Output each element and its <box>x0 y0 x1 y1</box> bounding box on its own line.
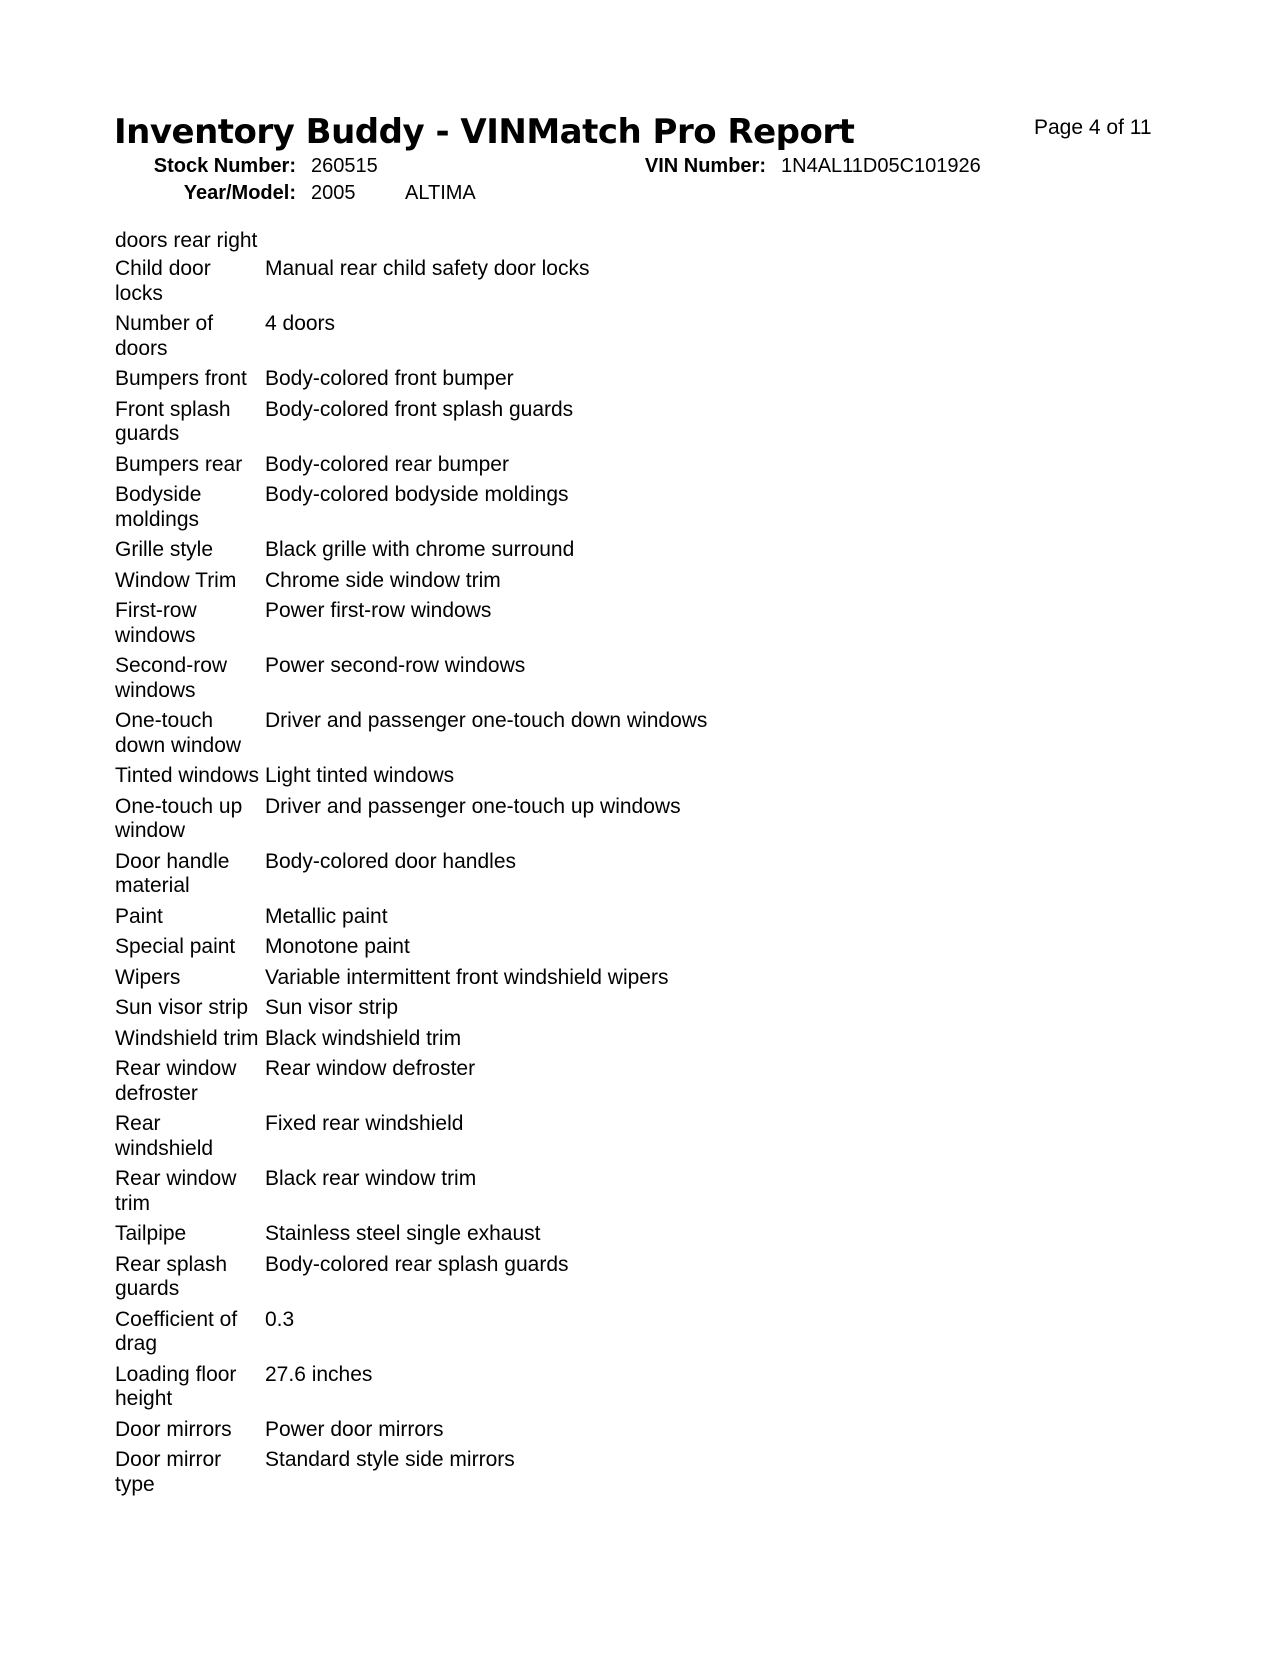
spec-value: Sun visor strip <box>265 996 399 1019</box>
spec-value: Body-colored rear bumper <box>265 452 509 476</box>
spec-label: Sun visor strip <box>115 996 249 1019</box>
spec-value: Metallic paint <box>265 904 388 928</box>
year-model-label: Year/Model: <box>183 182 296 204</box>
spec-value: Rear window defroster <box>265 1057 476 1080</box>
spec-row <box>115 1222 1015 1247</box>
spec-value: Light tinted windows <box>265 764 455 787</box>
spec-row <box>115 1418 1015 1443</box>
spec-label: Child door locks <box>115 257 211 305</box>
spec-row <box>115 966 1015 991</box>
spec-row <box>115 1363 1015 1412</box>
spec-row <box>115 483 1015 532</box>
spec-row <box>115 996 1015 1021</box>
spec-row <box>115 935 1015 960</box>
spec-label: Tinted windows <box>115 764 259 787</box>
page-number: Page 4 of 11 <box>1034 116 1152 139</box>
spec-label: First-row windows <box>115 599 197 647</box>
spec-value: Stainless steel single exhaust <box>265 1222 541 1245</box>
spec-label: Bumpers rear <box>115 452 243 476</box>
spec-label: Special paint <box>115 935 236 958</box>
model-value: ALTIMA <box>405 182 476 204</box>
spec-label: One-touch down window <box>115 709 242 757</box>
spec-row <box>115 599 1015 648</box>
report-title: Inventory Buddy - VINMatch Pro Report <box>114 112 855 152</box>
spec-row <box>115 1112 1015 1161</box>
spec-label: Door mirrors <box>115 1417 232 1441</box>
spec-label: Bumpers front <box>115 367 247 390</box>
spec-value: Body-colored door handles <box>265 849 516 873</box>
spec-row <box>115 1057 1015 1106</box>
spec-value: Standard style side mirrors <box>265 1448 515 1471</box>
spec-row <box>115 312 1015 361</box>
spec-label: Number of doors <box>115 312 214 360</box>
continued-text: doors rear right <box>115 229 258 252</box>
spec-value: Body-colored rear splash guards <box>265 1252 569 1276</box>
spec-value: Driver and passenger one-touch down windows <box>265 709 708 732</box>
spec-row <box>115 1167 1015 1216</box>
spec-row <box>115 764 1015 789</box>
spec-value: Fixed rear windshield <box>265 1112 464 1135</box>
spec-row <box>115 569 1015 594</box>
spec-label: Rear window defroster <box>115 1057 237 1105</box>
spec-row <box>115 1027 1015 1052</box>
specs-list <box>115 257 1015 1503</box>
stock-number-value: 260515 <box>311 155 378 177</box>
spec-value: 27.6 inches <box>265 1362 373 1386</box>
spec-row <box>115 1448 1015 1497</box>
spec-label: One-touch up window <box>115 794 243 842</box>
spec-row <box>115 257 1015 306</box>
spec-value: Monotone paint <box>265 935 410 958</box>
spec-label: Window Trim <box>115 568 237 592</box>
spec-value: Variable intermittent front windshield wipers <box>265 965 669 989</box>
vin-number-label: VIN Number: <box>644 155 766 177</box>
spec-value: Body-colored front bumper <box>265 367 514 390</box>
spec-value: Chrome side window trim <box>265 568 501 592</box>
spec-label: Rear windshield <box>115 1112 214 1160</box>
spec-label: Wipers <box>115 965 181 989</box>
spec-label: Door handle material <box>115 849 230 897</box>
spec-label: Loading floor height <box>115 1362 237 1410</box>
spec-label: Rear splash guards <box>115 1252 228 1300</box>
spec-value: 0.3 <box>265 1307 295 1331</box>
spec-value: Body-colored bodyside moldings <box>265 483 569 506</box>
spec-row <box>115 1308 1015 1357</box>
spec-value: Power door mirrors <box>265 1417 444 1441</box>
year-value: 2005 <box>311 182 356 204</box>
spec-value: Body-colored front splash guards <box>265 397 574 421</box>
spec-label: Second-row windows <box>115 654 228 702</box>
spec-label: Rear window trim <box>115 1167 237 1215</box>
spec-value: Black grille with chrome surround <box>265 538 575 561</box>
spec-row <box>115 709 1015 758</box>
spec-label: Bodyside moldings <box>115 483 202 531</box>
spec-value: Black rear window trim <box>265 1167 477 1190</box>
spec-label: Door mirror type <box>115 1448 222 1496</box>
spec-value: Black windshield trim <box>265 1026 462 1050</box>
spec-value: Driver and passenger one-touch up windows <box>265 794 681 818</box>
spec-row <box>115 654 1015 703</box>
spec-label: Paint <box>115 904 163 928</box>
spec-value: Manual rear child safety door locks <box>265 257 590 280</box>
vin-number-value: 1N4AL11D05C101926 <box>781 155 981 177</box>
spec-row <box>115 453 1015 478</box>
spec-row <box>115 1253 1015 1302</box>
spec-value: Power first-row windows <box>265 599 492 622</box>
spec-row <box>115 398 1015 447</box>
spec-row <box>115 538 1015 563</box>
spec-label: Tailpipe <box>115 1222 187 1245</box>
spec-label: Front splash guards <box>115 397 231 445</box>
spec-row <box>115 367 1015 392</box>
spec-row <box>115 795 1015 844</box>
spec-label: Coefficient of drag <box>115 1307 238 1355</box>
spec-label: Grille style <box>115 538 214 561</box>
spec-value: Power second-row windows <box>265 654 526 677</box>
spec-row <box>115 905 1015 930</box>
stock-number-label: Stock Number: <box>153 155 296 177</box>
spec-row <box>115 850 1015 899</box>
spec-value: 4 doors <box>265 312 336 335</box>
spec-label: Windshield trim <box>115 1026 259 1050</box>
